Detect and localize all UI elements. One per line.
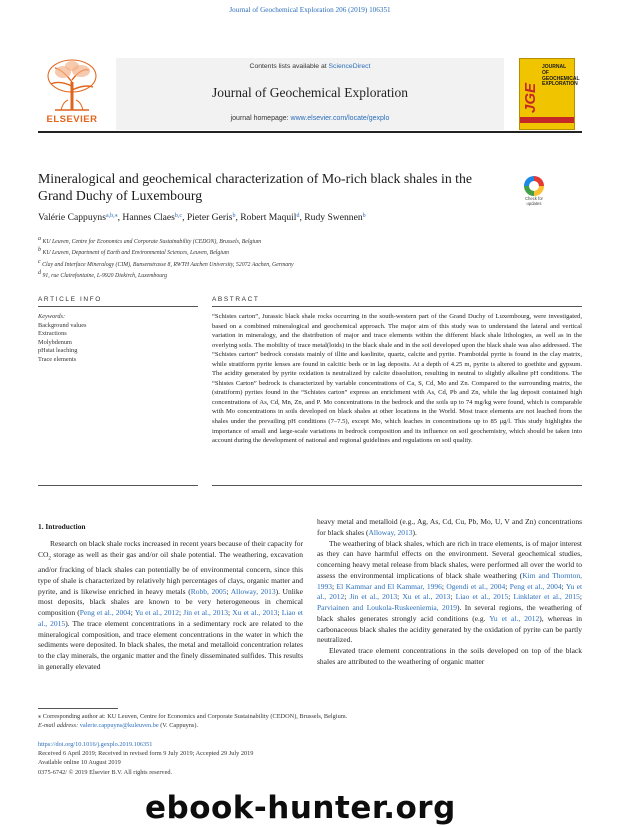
- author-sep: ,: [117, 212, 123, 223]
- author-sep: ,: [182, 212, 187, 223]
- affiliation-mark: b: [38, 247, 41, 254]
- author-sep: ,: [299, 212, 305, 223]
- homepage-link[interactable]: www.elsevier.com/locate/gexplo: [290, 115, 390, 122]
- divider: [38, 485, 198, 486]
- affiliation-text: 91, rue Clairefontaine, L-9920 Diekirch, Luxembourg: [42, 273, 168, 280]
- abstract-text: “Schistes carton”, Jurassic black shale rocks occurring in the south-western part of the Grand Duchy of Luxembourg, were investigated, based on a combined mineralogical and geochemical approach. The major aim of this study was to understand the lateral and vertical variation in mineralogy, and the distribution of major and trace elements within the different black shale lithologies, as well as in the overlying soils. The mobility of trace metal(loids) in the black shale and in the soil developed upon the black shale was also addressed. The “Schistes carton” bedrock consists mainly of illite and kaolinite, quartz, calcite and pyrite. Framboidal pyrite is found in the clay matrix, while stratiform pyrite lenses are found in calcitic beds or in lag deposits. At a depth of 4.25 m, pyrite is altered to goethite and gypsum. The acidity generated by pyrite oxidation is neutralized by calcite dissolution, resulting in neutral to slightly alkaline pH conditions. The “Shistes Carton” bedrock is characterized by variable concentrations of Ca, S, Cd, Mo and Zn. Compared to the surrounding matrix, the (stratiform) pyrites found in the “Schistes carton” express an enrichment with As, Cd, Pb and Zn, while the lag deposit contained high concentrations of As, Cd, Mn, Zn, and P. Mo concentrations in the bedrock and the soils up to 74 mg/kg were found, which is comparable with Mo concentrations in soils developed on black shales at other locations in the World. Most trace elements are not leached from the shales under the prevailing pH conditions (7–7.5), except Mo, which leaches in concentrations up to 85 μg/l. This study highlights the importance of small and large-scale variations in bedrock composition and its influence on soil geochemistry, which should be taken into account during the development of national and regional guidelines and regulations on soil quality.: [212, 313, 582, 445]
- text-run: The weathering of black shales, which are rich in trace elements, is of major interest as they can have harmful effects on the environment. Several geochemical studies, concerning heavy metal release from black shales, were performed all over the world to assess the environmental implications of black shale weathering (: [317, 538, 582, 580]
- cover-stripe: [520, 117, 574, 123]
- author-name[interactable]: Rudy Swennen: [304, 212, 363, 223]
- divider: [212, 306, 582, 307]
- check-updates-icon: [524, 176, 544, 196]
- available-online: Available online 10 August 2019: [38, 759, 121, 767]
- text-run: ;: [228, 608, 233, 617]
- check-for-updates-button[interactable]: [520, 176, 548, 208]
- homepage-line: [116, 115, 504, 122]
- cover-title: JOURNAL OF GEOCHEMICAL EXPLORATION: [542, 64, 580, 88]
- text-run: ;: [332, 581, 337, 591]
- intro-paragraph: [317, 539, 582, 647]
- email-line: [38, 721, 582, 730]
- keyword-item: Trace elements: [38, 355, 77, 363]
- text-run: ). Unlike most deposits, black shales are known to be very heterogeneous in chemical composition (: [38, 586, 303, 617]
- text-run: ;: [179, 608, 184, 617]
- citation-link[interactable]: Xu et al., 2013: [232, 608, 278, 617]
- subscript: 2: [48, 556, 51, 562]
- affiliation-mark: c: [38, 258, 41, 265]
- received-dates: Received 6 April 2019; Received in revised form 9 July 2019; Accepted 29 July 2019: [38, 750, 254, 758]
- divider: [212, 485, 582, 486]
- text-run: ;: [397, 592, 403, 602]
- citation-link[interactable]: Alloway, 2013: [368, 527, 413, 537]
- contents-prefix: Contents lists available at: [249, 63, 329, 70]
- journal-cover-image: [519, 58, 580, 130]
- footnote-rule: [38, 708, 118, 709]
- author-affil-mark[interactable]: d: [296, 213, 300, 219]
- text-run: ;: [130, 608, 135, 617]
- text-run: ;: [505, 581, 510, 591]
- keyword-item: pHstat leaching: [38, 347, 78, 354]
- author-affil-mark[interactable]: a,b,⁎: [105, 213, 118, 219]
- text-run: ), whereas in carbonaceous black shales the acidity generated by the oxidation of pyrite can be partly neutralized.: [317, 613, 582, 645]
- text-run: ;: [344, 592, 350, 602]
- text-run: ). In several regions, the weathering of black shales generates strongly acid conditions (e.g.: [317, 603, 582, 623]
- affiliation-mark: a: [38, 236, 41, 242]
- affiliation-mark: d: [38, 270, 41, 277]
- watermark: ebook-hunter.org: [145, 790, 456, 826]
- text-run: storage as well as their gas and/or oil shale potential. The weathering, excavation and/or fracking of black shales can potentially be of environmental concern, since this type of shale is characterized by relatively high percentages of clays, organic matter and pyrite, and is likewise enriched in heavy metals (: [38, 549, 303, 596]
- author-affil-mark[interactable]: b: [232, 213, 236, 219]
- introduction-heading: 1. Introduction: [38, 522, 86, 531]
- email-label: E-mail address:: [38, 722, 80, 729]
- text-run: ;: [450, 592, 456, 602]
- contents-line: [116, 63, 504, 70]
- affiliations: [38, 235, 582, 281]
- citation-link[interactable]: Yu et al., 2012: [489, 613, 540, 623]
- doi-link[interactable]: https://doi.org/10.1016/j.gexplo.2019.106351: [38, 741, 153, 748]
- author-name[interactable]: Valérie Cappuyns: [38, 212, 106, 223]
- sciencedirect-link[interactable]: ScienceDirect: [328, 63, 371, 70]
- masthead: [38, 58, 582, 130]
- text-run: ;: [277, 608, 282, 617]
- text-run: ). The trace element concentrations in a sedimentary rock are related to the mineralogical composition, and trace element concentrations in the water in which the sediments were deposited. In black shales, the metal and metalloid concentration relates to the clay minerals, the organic matter and the finely disseminated sulfides. This results in generally elevated: [38, 618, 303, 671]
- publication-info: [38, 740, 582, 777]
- journal-reference-link[interactable]: Journal of Geochemical Exploration 206 (2019) 106351: [229, 6, 391, 14]
- citation-link[interactable]: Ogendi et al., 2004: [446, 581, 506, 591]
- affiliation-text: KU Leuven, Department of Earth and Environmental Sciences, Leuven, Belgium: [42, 250, 229, 257]
- author-affil-mark[interactable]: b: [362, 213, 366, 219]
- intro-paragraph: [317, 646, 582, 668]
- affiliation-item: [38, 235, 582, 246]
- intro-left-column: [38, 539, 303, 673]
- header-rule: [38, 131, 582, 133]
- elsevier-wordmark: ELSEVIER: [46, 114, 98, 125]
- keyword-item: Background values: [38, 321, 87, 329]
- elsevier-logo: [38, 56, 106, 126]
- article-title: Mineralogical and geochemical characterization of Mo-rich black shales in the Grand Duchy of Luxembourg: [38, 171, 473, 203]
- citation-link[interactable]: Peng et al., 2004: [509, 581, 562, 591]
- divider: [38, 306, 198, 307]
- citation-link[interactable]: Yu et al., 2012: [134, 608, 180, 617]
- intro-paragraph: [317, 517, 582, 539]
- intro-right-column: [317, 517, 582, 668]
- citation-link[interactable]: Jin et al., 2013: [183, 608, 229, 617]
- author-list: [38, 212, 582, 223]
- citation-link[interactable]: Liao et al., 2015: [38, 608, 303, 628]
- text-run: ;: [508, 592, 514, 602]
- author-name[interactable]: Pieter Geris: [186, 212, 233, 223]
- homepage-prefix: journal homepage:: [230, 115, 291, 122]
- citation-link[interactable]: Robb, 2005: [190, 586, 227, 596]
- article-info-heading: ARTICLE INFO: [38, 296, 102, 303]
- author-name[interactable]: Hannes Claes: [122, 212, 175, 223]
- text-run: ).: [412, 527, 417, 537]
- author-sep: ,: [235, 212, 241, 223]
- keyword-item: Molybdenum: [38, 338, 72, 346]
- journal-header-box: [116, 58, 504, 130]
- text-run: heavy metal and metalloid (e.g., Ag, As, Cd, Cu, Pb, Mo, U, V and Zn) concentrations for black shales (: [317, 517, 582, 537]
- keywords-label: Keywords:: [38, 313, 66, 320]
- check-updates-label: Check for updates: [525, 196, 543, 206]
- copyright: 0375-6742/ © 2019 Elsevier B.V. All rights reserved.: [38, 768, 173, 776]
- abstract-heading: ABSTRACT: [212, 296, 260, 303]
- email-suffix: (V. Cappuyns).: [158, 722, 199, 729]
- citation-link[interactable]: Xu et al., 2013: [402, 592, 451, 602]
- corresponding-author-note: ⁎ Corresponding author at: KU Leuven, Centre for Economics and Corporate Sustainability (CEDON), Brussels, Belgium.: [38, 713, 348, 720]
- affiliation-item: [38, 246, 582, 257]
- citation-link[interactable]: Peng et al., 2004: [79, 608, 131, 617]
- citation-link[interactable]: Kim and Thornton, 1993: [317, 570, 582, 591]
- author-affil-mark[interactable]: b,c: [174, 213, 183, 219]
- text-run: ;: [441, 581, 447, 591]
- email-link[interactable]: valerie.cappuyns@kuleuven.be: [79, 722, 159, 729]
- citation-link[interactable]: El Kammar and El Kammar, 1996: [336, 581, 442, 591]
- text-run: ;: [561, 581, 566, 591]
- affiliation-item: [38, 269, 582, 280]
- cover-abbrev: JGE: [522, 82, 539, 113]
- affiliation-text: Clay and Interface Mineralogy (CIM), Bunsenstrasse 8, RWTH Aachen University, 52072 Aachen, Germany: [42, 261, 294, 268]
- citation-link[interactable]: Alloway, 2013: [230, 586, 276, 596]
- citation-link[interactable]: Liao et al., 2015: [455, 592, 509, 602]
- citation-link[interactable]: Yu et al., 2012: [317, 581, 583, 602]
- citation-link[interactable]: Parviainen and Loukola-Ruskeeniemia, 2019: [317, 603, 457, 612]
- keywords-list: [38, 313, 198, 364]
- elsevier-tree-icon: [41, 56, 103, 112]
- text-run: Elevated trace element concentrations in the soils developed on top of the black shales are attributed to the weathering of organic matter: [317, 646, 582, 666]
- author-name[interactable]: Robert Maquil: [240, 212, 297, 223]
- intro-paragraph: [38, 539, 303, 673]
- affiliation-item: [38, 258, 582, 269]
- footnote: [38, 712, 582, 730]
- citation-link[interactable]: Linklater et al., 2015: [513, 592, 580, 602]
- keyword-item: Extractions: [38, 330, 67, 337]
- citation-link[interactable]: Jin et al., 2013: [349, 592, 398, 602]
- journal-name: Journal of Geochemical Exploration: [211, 85, 409, 100]
- text-run: ;: [579, 592, 582, 602]
- affiliation-text: KU Leuven, Centre for Economics and Corporate Sustainability (CEDON), Brussels, Belgium: [42, 239, 262, 245]
- text-run: Research on black shale rocks increased in recent years because of their capacity for CO: [38, 539, 304, 559]
- text-run: ;: [226, 586, 231, 596]
